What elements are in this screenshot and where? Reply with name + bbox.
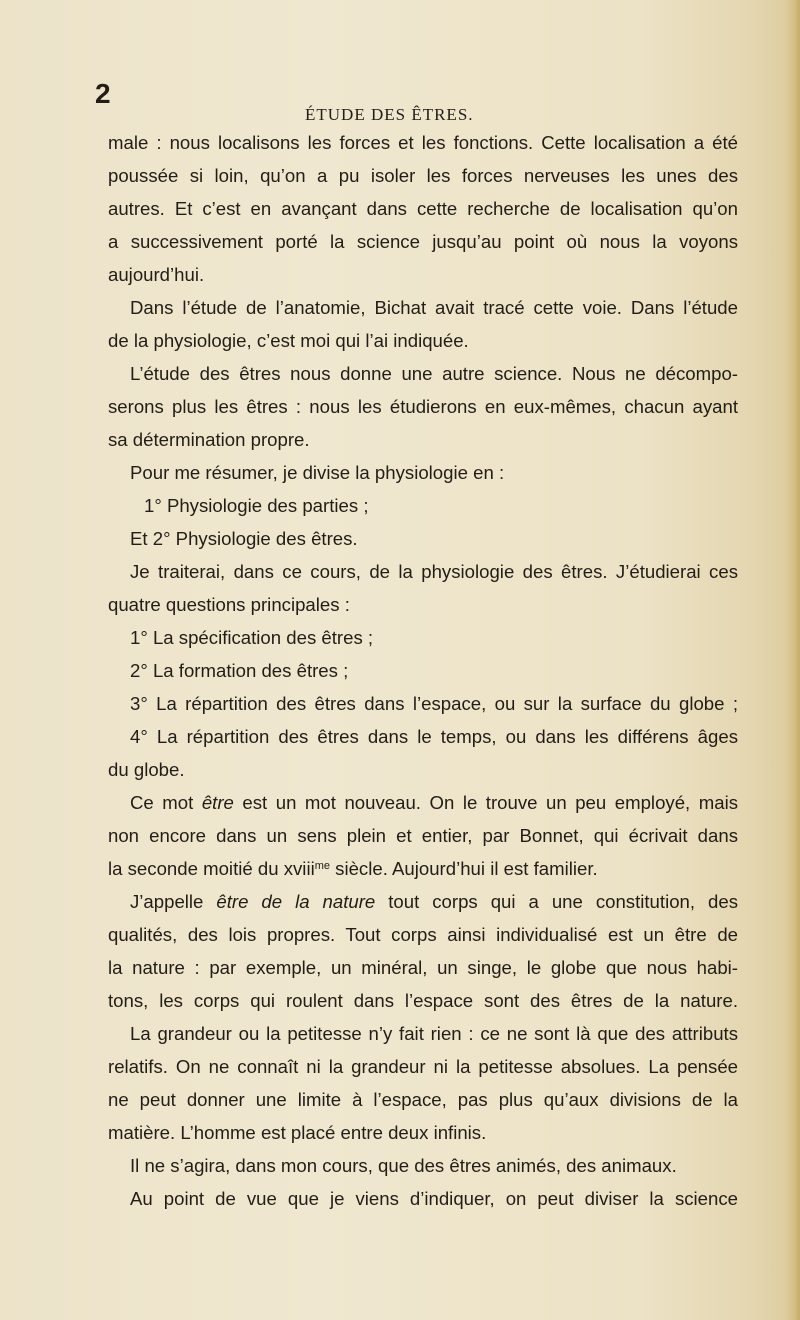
text-line: du globe. bbox=[108, 759, 185, 780]
text-line: qualités, des lois propres. Tout corps ainsi individualisé est un être de bbox=[108, 924, 738, 945]
text-line: a successivement porté la science jusqu’au point où nous la voyons bbox=[108, 231, 738, 252]
text-run: J’appelle bbox=[130, 891, 217, 912]
text-line: relatifs. On ne connaît ni la grandeur ni la petitesse absolues. La pensée bbox=[108, 1056, 738, 1077]
text-line bbox=[108, 885, 738, 918]
text-line: tons, les corps qui roulent dans l’espace sont des êtres de la nature. bbox=[108, 990, 738, 1011]
superscript: me bbox=[314, 860, 330, 872]
page-number: 2 bbox=[95, 78, 111, 109]
text-line: ne peut donner une limite à l’espace, pas plus qu’aux divisions de la bbox=[108, 1089, 738, 1110]
text-run: siècle. Aujourd’hui il est familier. bbox=[329, 858, 598, 879]
list-item: 1° Physiologie des parties ; bbox=[144, 495, 369, 516]
running-title: ÉTUDE DES ÊTRES. bbox=[305, 105, 474, 124]
text-run: est un mot nouveau. On le trouve un peu employé, mais bbox=[233, 792, 738, 813]
text-line: non encore dans un sens plein et entier, par Bonnet, qui écrivait dans bbox=[108, 825, 738, 846]
text-line: matière. L’homme est placé entre deux infinis. bbox=[108, 1122, 487, 1143]
text-line bbox=[108, 786, 738, 819]
text-run: Ce mot bbox=[130, 792, 202, 813]
list-item: 2° La formation des êtres ; bbox=[130, 660, 349, 681]
text-line: sa détermination propre. bbox=[108, 429, 310, 450]
text-line: male : nous localisons les forces et les fonctions. Cette localisation a été bbox=[108, 132, 738, 153]
body-text bbox=[108, 126, 738, 1215]
page-edge-shadow bbox=[786, 0, 800, 1320]
italic-term: être bbox=[201, 792, 234, 813]
text-line: la nature : par exemple, un minéral, un singe, le globe que nous habi- bbox=[108, 957, 738, 978]
text-line: La grandeur ou la petitesse n’y fait rien : ce ne sont là que des attributs bbox=[130, 1023, 738, 1044]
text-line: autres. Et c’est en avançant dans cette recherche de localisation qu’on bbox=[108, 198, 738, 219]
list-item: 1° La spécification des êtres ; bbox=[130, 627, 374, 648]
text-run: la seconde moitié du xviii bbox=[108, 858, 315, 879]
text-line: de la physiologie, c’est moi qui l’ai indiquée. bbox=[108, 330, 469, 351]
text-line bbox=[108, 852, 738, 885]
text-line: Pour me résumer, je divise la physiologie en : bbox=[130, 462, 505, 483]
text-line: Dans l’étude de l’anatomie, Bichat avait tracé cette voie. Dans l’étude bbox=[130, 297, 738, 318]
text-line: poussée si loin, qu’on a pu isoler les forces nerveuses les unes des bbox=[108, 165, 738, 186]
list-item: 4° La répartition des êtres dans le temps, ou dans les différens âges bbox=[130, 726, 738, 747]
text-line: Il ne s’agira, dans mon cours, que des êtres animés, des animaux. bbox=[130, 1155, 677, 1176]
text-line: aujourd’hui. bbox=[108, 264, 205, 285]
italic-term: être de la nature bbox=[216, 891, 376, 912]
text-line: serons plus les êtres : nous les étudierons en eux-mêmes, chacun ayant bbox=[108, 396, 738, 417]
list-item: Et 2° Physiologie des êtres. bbox=[130, 528, 358, 549]
text-line: quatre questions principales : bbox=[108, 594, 350, 615]
list-item: 3° La répartition des êtres dans l’espace, ou sur la surface du globe ; bbox=[130, 693, 738, 714]
text-run: tout corps qui a une constitution, des bbox=[375, 891, 738, 912]
text-line: Au point de vue que je viens d’indiquer, on peut diviser la science bbox=[130, 1188, 738, 1209]
text-line: L’étude des êtres nous donne une autre science. Nous ne décompo- bbox=[130, 363, 738, 384]
text-line: Je traiterai, dans ce cours, de la physiologie des êtres. J’étudierai ces bbox=[130, 561, 738, 582]
